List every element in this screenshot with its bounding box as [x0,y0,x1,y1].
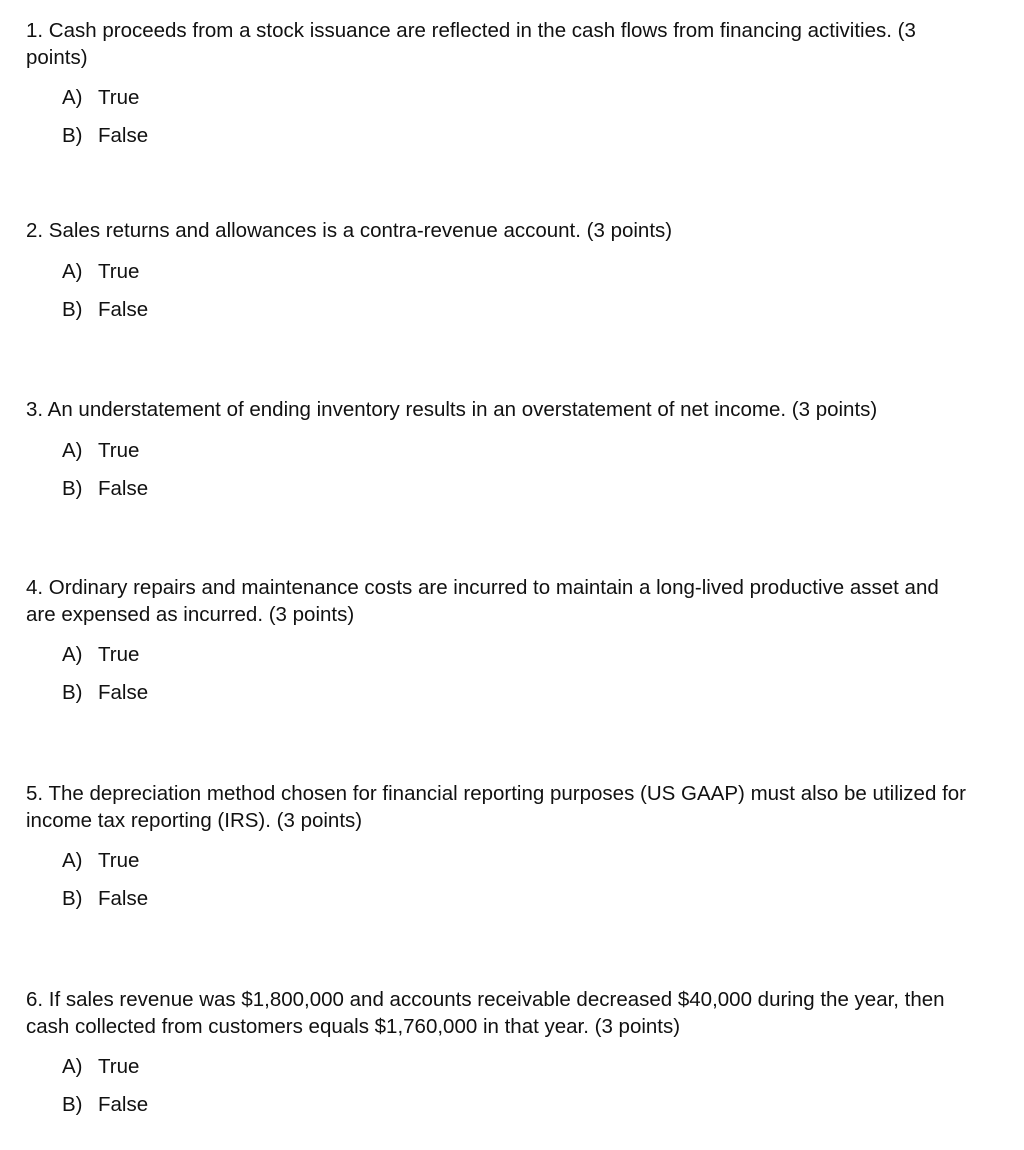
option-letter: B) [62,298,83,321]
question-4 [26,574,966,719]
option-letter: B) [62,477,83,500]
option-label: False [98,124,149,147]
option-a[interactable] [62,643,966,667]
option-label: True [98,1055,140,1078]
question-text: 6. If sales revenue was $1,800,000 and accounts receivable decreased $40,000 during the year, then cash collected from customers equals $1,760,000 in that year. (3 points) [26,988,945,1038]
question-3 [26,396,966,515]
option-letter: A) [62,643,83,666]
answer-options [26,439,966,501]
question-5 [26,780,966,925]
option-a[interactable] [62,86,966,110]
option-b[interactable] [62,887,966,911]
answer-options [26,643,966,705]
question-text: 3. An understatement of ending inventory results in an overstatement of net income. (3 points) [26,398,878,421]
option-letter: A) [62,849,83,872]
option-label: False [98,681,149,704]
option-letter: A) [62,439,83,462]
option-a[interactable] [62,849,966,873]
answer-options [26,86,966,148]
question-text: 4. Ordinary repairs and maintenance costs are incurred to maintain a long-lived productive asset and are expensed as incurred. (3 points) [26,576,939,626]
option-letter: B) [62,124,83,147]
option-b[interactable] [62,681,966,705]
option-a[interactable] [62,1055,966,1079]
answer-options [26,849,966,911]
option-letter: A) [62,1055,83,1078]
question-1 [26,17,966,162]
option-b[interactable] [62,124,966,148]
question-text: 5. The depreciation method chosen for financial reporting purposes (US GAAP) must also be utilized for income tax reporting (IRS). (3 points) [26,782,966,832]
option-label: False [98,477,149,500]
option-b[interactable] [62,298,966,322]
question-2 [26,217,966,336]
answer-options [26,260,966,322]
option-label: False [98,887,149,910]
option-b[interactable] [62,1093,966,1117]
option-letter: B) [62,681,83,704]
question-text: 1. Cash proceeds from a stock issuance are reflected in the cash flows from financing activities. (3 points) [26,19,916,69]
option-letter: A) [62,86,83,109]
option-label: True [98,439,140,462]
question-text: 2. Sales returns and allowances is a contra-revenue account. (3 points) [26,219,673,242]
option-label: True [98,849,140,872]
option-letter: A) [62,260,83,283]
answer-options [26,1055,966,1117]
option-letter: B) [62,1093,83,1116]
option-label: False [98,1093,149,1116]
option-label: True [98,643,140,666]
option-label: False [98,298,149,321]
option-a[interactable] [62,439,966,463]
option-letter: B) [62,887,83,910]
option-a[interactable] [62,260,966,284]
option-label: True [98,260,140,283]
option-label: True [98,86,140,109]
question-6 [26,986,966,1131]
option-b[interactable] [62,477,966,501]
